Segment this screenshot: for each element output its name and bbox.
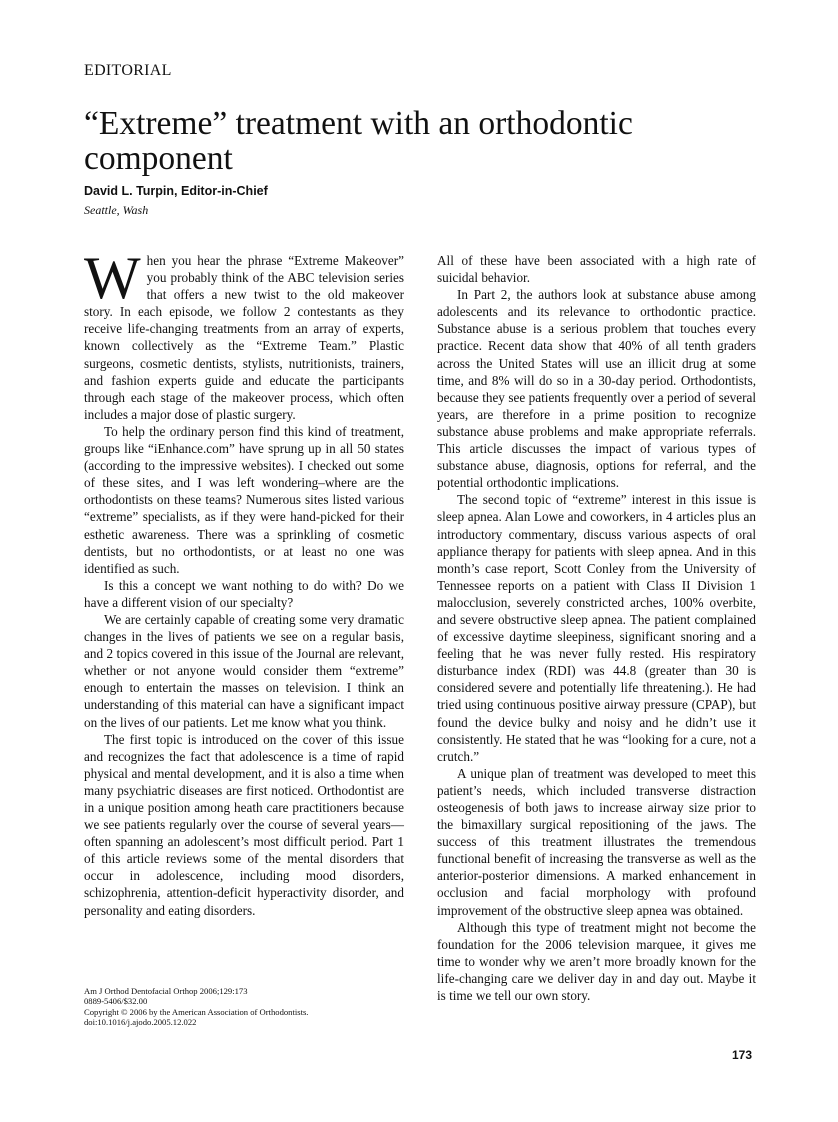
drop-cap: W	[84, 245, 141, 311]
paragraph: In Part 2, the authors look at substance abuse among adolescents and its relevance to orthodontic practice. Substance abuse is a serious problem that touches every practice. Recent data show that 40% of all tenth graders across the United States will use an illicit drug at some time, and 8% will do so in a 30-day period. Orthodontists, because they see patients frequently over a period of several years, are therefore in a prime position to recognize substance abuse problems and make appropriate referrals. This article discusses the impact of various types of substance abuse, diagnosis, options for referral, and the potential orthodontic implications.	[437, 287, 756, 491]
page-number: 173	[732, 1048, 753, 1062]
paragraph: The second topic of “extreme” interest in this issue is sleep apnea. Alan Lowe and coworkers, in 4 articles plus an introductory commentary, discuss various aspects of oral appliance therapy for patients with sleep apnea. And in this month’s case report, Scott Conley from the University of Tennessee reports on a patient with Class II Division 1 malocclusion, severely constricted arches, 100% overbite, and severe obstructive sleep apnea. The patient complained of excessive daytime sleepiness, significant snoring and a feeling that he was never fully rested. His respiratory disturbance index (RDI) was 44.8 (greater than 30 is considered severe and potentially life threatening.). He had tried using continuous positive airway pressure (CPAP), but found the device bulky and noisy and he didn’t use it consistently. He stated that he was “looking for a cure, not a crutch.”	[437, 492, 756, 764]
paragraph: To help the ordinary person find this kind of treatment, groups like “iEnhance.com” have sprung up in all 50 states (according to the impressive websites). I checked out some of these sites, and I was left wondering–where are the orthodontists on these teams? Numerous sites listed various “extreme” specialists, as if they were hand-picked for their esthetic awareness. There was a sprinkling of cosmetic dentists, but no orthodontists, or at least no one was identified as such.	[84, 423, 404, 576]
paragraph: All of these have been associated with a high rate of suicidal behavior.	[437, 253, 756, 286]
paragraph-text: hen you hear the phrase “Extreme Makeover” you probably think of the ABC television series that offers a new twist to the old makeover story. In each episode, we follow 2 contestants as they receive life-changing treatments from an array of experts, known collectively as the “Extreme Team.” Plastic surgeons, cosmetic dentists, stylists, nutritionists, trainers, and fashion experts guide and educate the participants through each stage of the makeover process, which often includes a major dose of plastic surgery.	[84, 253, 404, 422]
author-name: David L. Turpin, Editor-in-Chief	[84, 184, 268, 198]
citation-line: Am J Orthod Dentofacial Orthop 2006;129:173	[84, 986, 248, 996]
paragraph: A unique plan of treatment was developed to meet this patient’s needs, which included transverse distraction osteogenesis of both jaws to increase airway size prior to the bimaxillary surgical repositioning of the jaws. The success of this treatment illustrates the tremendous functional benefit of increasing the transverse as well as the anterior-posterior dimensions. A marked enhancement in occlusion and facial morphology with profound improvement of the obstructive sleep apnea was obtained.	[437, 765, 756, 918]
copyright-line: Copyright © 2006 by the American Association of Orthodontists.	[84, 1006, 309, 1017]
paragraph: The first topic is introduced on the cover of this issue and recognizes the fact that adolescence is a time of rapid physical and mental development, and it is also a time when many psychiatric diseases are first noticed. Orthodontist are in a unique position among heath care practitioners because we see patients regularly over the course of several years—often spanning an adolescent’s most difficult period. Part 1 of this article reviews some of the mental disorders that occur in adolescence, including mood disorders, schizophrenia, attention-deficit hyperactivity disorder, and personality and eating disorders.	[84, 731, 404, 918]
right-column	[437, 252, 756, 1004]
article-title: “Extreme” treatment with an orthodontic component	[84, 105, 633, 177]
left-column	[84, 245, 404, 919]
section-label: EDITORIAL	[84, 62, 172, 79]
paragraph: Although this type of treatment might not become the foundation for the 2006 television marquee, it gives me time to wonder why we aren’t more broadly known for the life-changing care we deliver day in and day out. Maybe it is time we tell our own story.	[437, 919, 756, 1004]
paragraph: We are certainly capable of creating some very dramatic changes in the lives of patients we see on a regular basis, and 2 topics covered in this issue of the Journal are relevant, whether or not anyone would consider them “extreme” enough to entertain the masses on television. I think an understanding of this material can have a significant impact on the lives of our patients. Let me know what you think.	[84, 611, 404, 730]
paragraph: Is this a concept we want nothing to do with? Do we have a different vision of our specialty?	[84, 577, 404, 610]
doi-line: doi:10.1016/j.ajodo.2005.12.022	[84, 1016, 197, 1027]
paragraph	[84, 245, 404, 423]
issn-line: 0889-5406/$32.00	[84, 996, 148, 1007]
author-affiliation: Seattle, Wash	[84, 203, 149, 217]
citation-footnote	[84, 986, 404, 1027]
